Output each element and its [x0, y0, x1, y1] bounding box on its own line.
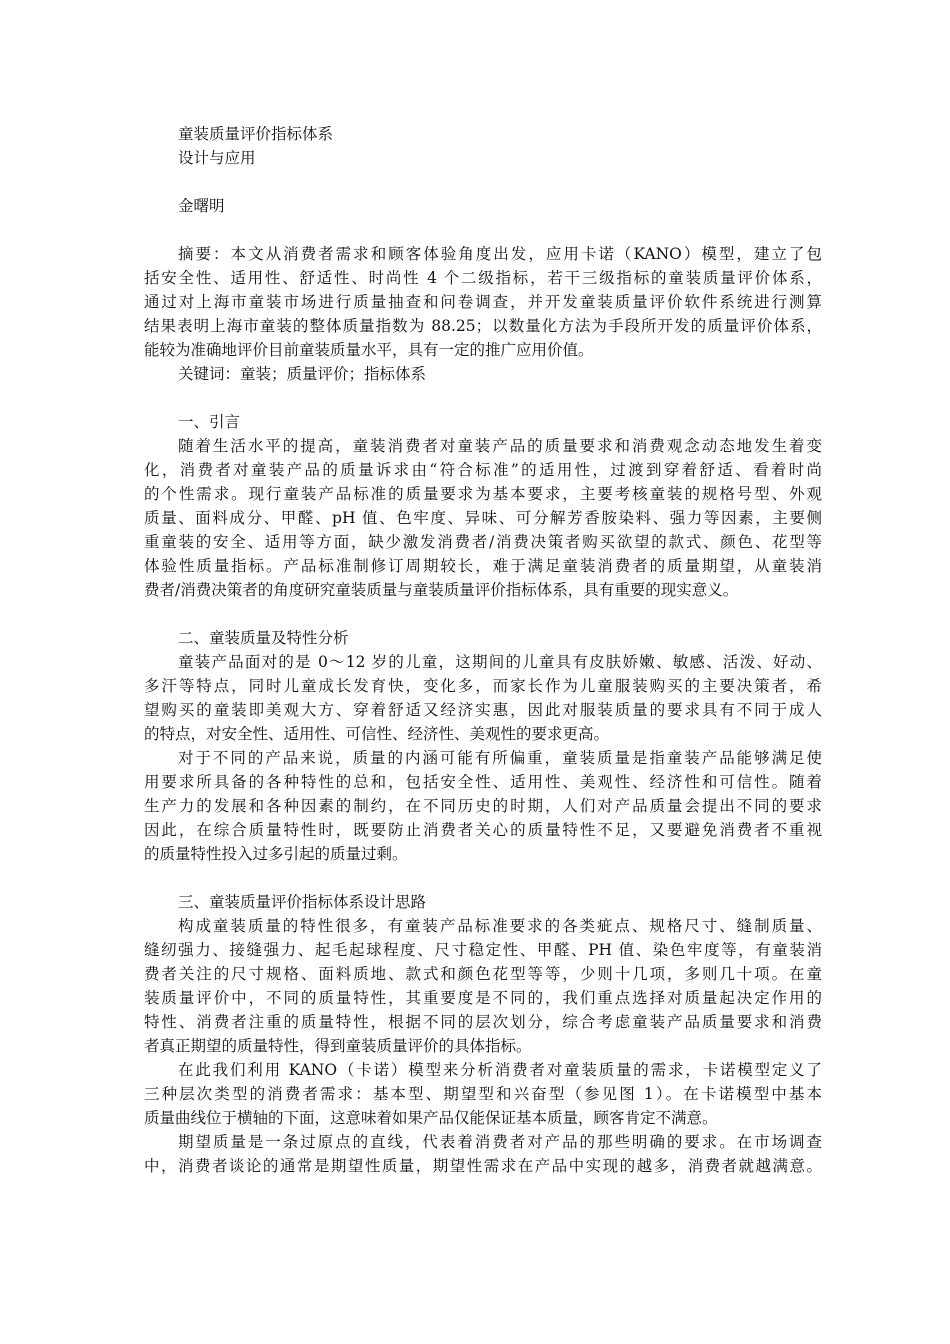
- paragraph-line: 望购买的童装即美观大方、穿着舒适又经济实惠，因此对服装质量的要求具有不同于成人: [144, 701, 822, 719]
- paragraph-line: 体验性质量指标。产品标准制修订周期较长，难于满足童装消费者的质量期望，从童装消: [144, 557, 822, 575]
- section-heading-design: 三、童装质量评价指标体系设计思路: [178, 893, 427, 911]
- paragraph-line: 的个性需求。现行童装产品标准的质量要求为基本要求，主要考核童装的规格号型、外观: [144, 485, 822, 503]
- title-line-2: 设计与应用: [178, 149, 256, 167]
- paragraph-line: 随着生活水平的提高，童装消费者对童装产品的质量要求和消费观念动态地发生着变: [178, 437, 822, 455]
- paragraph-line: 期望质量是一条过原点的直线，代表着消费者对产品的那些明确的要求。在市场调查: [178, 1133, 822, 1151]
- author: 金曙明: [178, 197, 225, 215]
- paragraph-line: 构成童装质量的特性很多，有童装产品标准要求的各类疵点、规格尺寸、缝制质量、: [178, 917, 822, 935]
- paragraph-line: 的质量特性投入过多引起的质量过剩。: [144, 845, 408, 863]
- paragraph-line: 质量、面料成分、甲醛、pH 值、色牢度、异味、可分解芳香胺染料、强力等因素，主要侧: [144, 509, 822, 527]
- paragraph-line: 费者/消费决策者的角度研究童装质量与童装质量评价指标体系，具有重要的现实意义。: [144, 581, 739, 599]
- abstract-line: 括安全性、适用性、舒适性、时尚性 4 个二级指标，若干三级指标的童装质量评价体系，: [144, 269, 822, 287]
- paragraph-line: 费者关注的尺寸规格、面料质地、款式和颜色花型等等，少则十几项，多则几十项。在童: [144, 965, 822, 983]
- section-heading-intro: 一、引言: [178, 413, 241, 431]
- intro-paragraph: [144, 434, 822, 602]
- abstract-line: 摘要：本文从消费者需求和顾客体验角度出发，应用卡诺（KANO）模型，建立了包: [178, 245, 822, 263]
- abstract-line: 结果表明上海市童装的整体质量指数为 88.25；以数量化方法为手段所开发的质量评价体系，: [144, 317, 822, 335]
- paragraph-line: 的特点，对安全性、适用性、可信性、经济性、美观性的要求更高。: [144, 725, 610, 743]
- quality-analysis-paragraph-2: [144, 746, 822, 866]
- abstract-line: 能较为准确地评价目前童装质量水平，具有一定的推广应用价值。: [144, 341, 594, 359]
- paragraph-line: 因此，在综合质量特性时，既要防止消费者关心的质量特性不足，又要避免消费者不重视: [144, 821, 822, 839]
- paragraph-line: 多汗等特点，同时儿童成长发育快，变化多，而家长作为儿童服装购买的主要决策者，希: [144, 677, 822, 695]
- paragraph-line: 对于不同的产品来说，质量的内涵可能有所偏重，童装质量是指童装产品能够满足使: [178, 749, 822, 767]
- design-paragraph-1: [144, 914, 822, 1058]
- paragraph-line: 特性、消费者注重的质量特性，根据不同的层次划分，综合考虑童装产品质量要求和消费: [144, 1013, 822, 1031]
- paragraph-line: 装质量评价中，不同的质量特性，其重要度是不同的，我们重点选择对质量起决定作用的: [144, 989, 822, 1007]
- paragraph-line: 质量曲线位于横轴的下面，这意味着如果产品仅能保证基本质量，顾客肯定不满意。: [144, 1109, 718, 1127]
- paragraph-line: 用要求所具备的各种特性的总和，包括安全性、适用性、美观性、经济性和可信性。随着: [144, 773, 822, 791]
- paragraph-line: 童装产品面对的是 0～12 岁的儿童，这期间的儿童具有皮肤娇嫩、敏感、活泼、好动、: [178, 653, 822, 671]
- paragraph-line: 生产力的发展和各种因素的制约，在不同历史的时期，人们对产品质量会提出不同的要求: [144, 797, 822, 815]
- keywords: 关键词：童装；质量评价；指标体系: [178, 365, 427, 383]
- paragraph-line: 三种层次类型的消费者需求：基本型、期望型和兴奋型（参见图 1）。在卡诺模型中基本: [144, 1085, 822, 1103]
- paragraph-line: 在此我们利用 KANO（卡诺）模型来分析消费者对童装质量的需求，卡诺模型定义了: [178, 1061, 822, 1079]
- paragraph-line: 化，消费者对童装产品的质量诉求由“符合标准”的适用性，过渡到穿着舒适、看着时尚: [144, 461, 822, 479]
- document-body: [144, 122, 822, 1178]
- abstract-line: 通过对上海市童装市场进行质量抽查和问卷调查，并开发童装质量评价软件系统进行测算: [144, 293, 822, 311]
- paragraph-line: 中，消费者谈论的通常是期望性质量，期望性需求在产品中实现的越多，消费者就越满意。: [144, 1157, 822, 1175]
- paragraph-line: 者真正期望的质量特性，得到童装质量评价的具体指标。: [144, 1037, 532, 1055]
- section-heading-quality-analysis: 二、童装质量及特性分析: [178, 629, 349, 647]
- quality-analysis-paragraph-1: [144, 650, 822, 746]
- design-paragraph-2: [144, 1058, 822, 1130]
- paragraph-line: 缝纫强力、接缝强力、起毛起球程度、尺寸稳定性、甲醛、PH 值、染色牢度等，有童装消: [144, 941, 822, 959]
- paragraph-line: 重童装的安全、适用等方面，缺少激发消费者/消费决策者购买欲望的款式、颜色、花型等: [144, 533, 822, 551]
- abstract: [144, 242, 822, 362]
- title-line-1: 童装质量评价指标体系: [178, 125, 334, 143]
- design-paragraph-3: [144, 1130, 822, 1178]
